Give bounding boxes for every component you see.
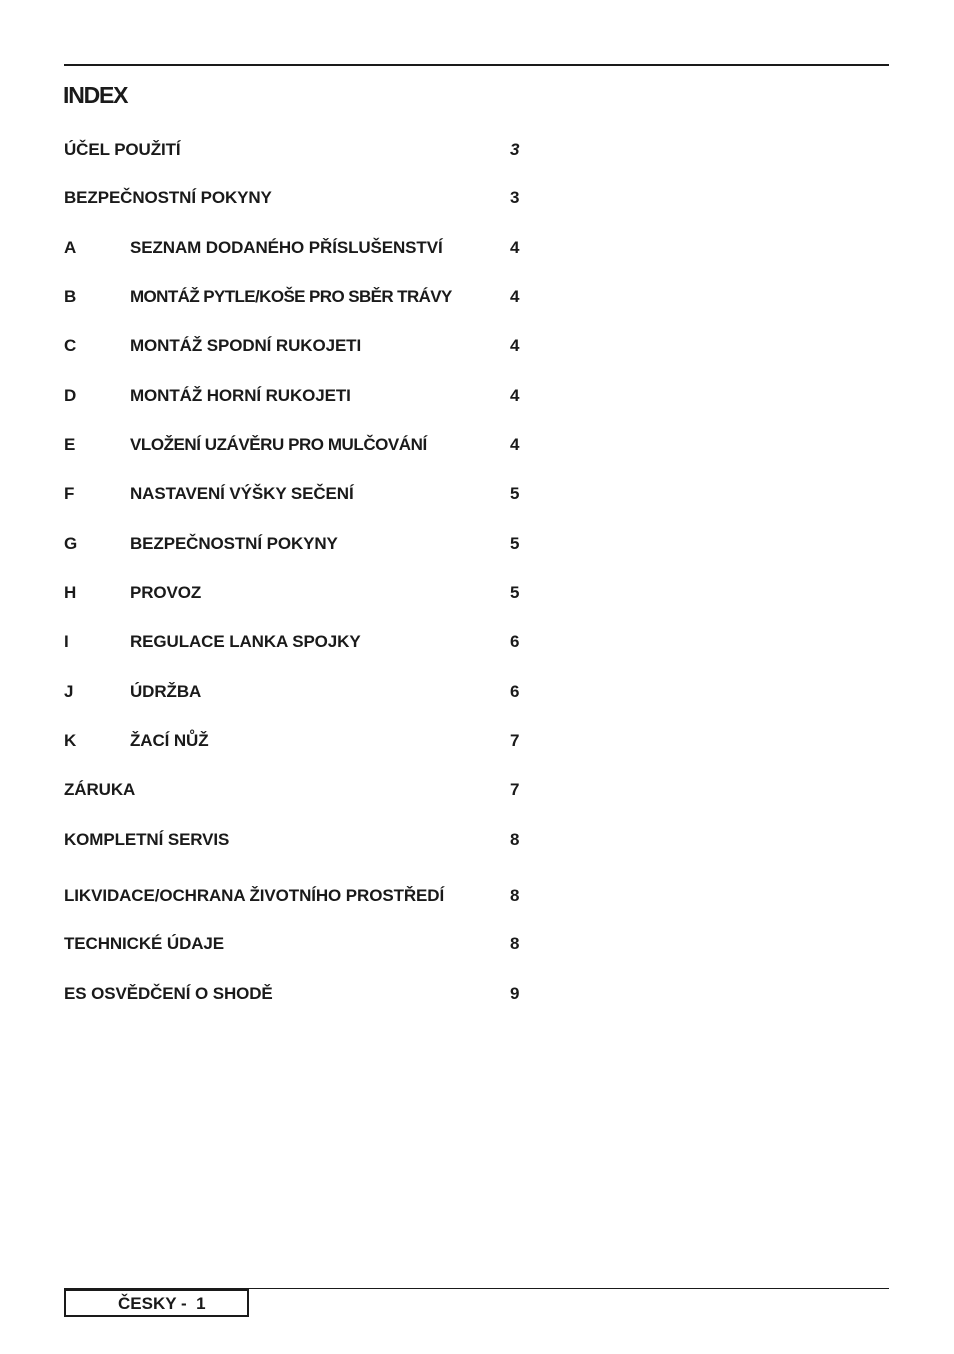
toc-label: TECHNICKÉ ÚDAJE <box>64 934 225 953</box>
toc-page-number: 4 <box>510 386 520 405</box>
page-title: INDEX <box>63 82 128 108</box>
toc-page-number: 4 <box>510 238 520 257</box>
toc-row-kompletni-servis <box>64 828 524 852</box>
toc-page-number: 7 <box>510 731 520 750</box>
toc-section-letter: G <box>64 534 78 553</box>
toc-page-number: 5 <box>510 583 520 602</box>
toc-row-zaruka <box>64 778 524 802</box>
toc-page-number: 6 <box>510 682 520 701</box>
toc-section-letter: C <box>64 336 77 355</box>
toc-label: ÚDRŽBA <box>130 682 202 701</box>
toc-row-d <box>64 384 524 408</box>
toc-page-number: 3 <box>510 140 520 159</box>
toc-label: SEZNAM DODANÉHO PŘÍSLUŠENSTVÍ <box>130 238 443 257</box>
toc-page-number: 4 <box>510 336 520 355</box>
toc-label: ES OSVĚDČENÍ O SHODĚ <box>64 984 273 1003</box>
top-rule <box>64 64 889 66</box>
toc-page-number: 8 <box>510 934 520 953</box>
toc-page-number: 6 <box>510 632 520 651</box>
toc-row-g <box>64 532 524 556</box>
toc-label: ÚČEL POUŽITÍ <box>64 140 181 159</box>
toc-row-b <box>64 285 524 309</box>
toc-section-letter: E <box>64 435 76 454</box>
toc-row-k <box>64 729 524 753</box>
toc-row-es-osvedceni <box>64 982 524 1006</box>
toc-section-letter: J <box>64 682 74 701</box>
toc-label: ŽACÍ NŮŽ <box>130 731 209 750</box>
toc-page-number: 5 <box>510 534 520 553</box>
toc-row-f <box>64 482 524 506</box>
toc-page-number: 4 <box>510 435 520 454</box>
toc-label: MONTÁŽ PYTLE/KOŠE PRO SBĚR TRÁVY <box>130 287 452 306</box>
toc-section-letter: A <box>64 238 77 257</box>
toc-label: PROVOZ <box>130 583 202 602</box>
toc-label: NASTAVENÍ VÝŠKY SEČENÍ <box>130 484 354 503</box>
toc-row-e <box>64 433 524 457</box>
toc-row-h <box>64 581 524 605</box>
toc-label: BEZPEČNOSTNÍ POKYNY <box>130 534 338 553</box>
toc-label: KOMPLETNÍ SERVIS <box>64 830 230 849</box>
toc-page-number: 3 <box>510 188 520 207</box>
toc-row-c <box>64 334 524 358</box>
toc-label: REGULACE LANKA SPOJKY <box>130 632 361 651</box>
toc-label: LIKVIDACE/OCHRANA ŽIVOTNÍHO PROSTŘEDÍ <box>64 886 445 905</box>
toc-section-letter: H <box>64 583 77 602</box>
toc-label: ZÁRUKA <box>64 780 136 799</box>
toc-label: VLOŽENÍ UZÁVĚRU PRO MULČOVÁNÍ <box>130 435 427 454</box>
toc-section-letter: F <box>64 484 75 503</box>
toc-page-number: 8 <box>510 886 520 905</box>
toc-label: BEZPEČNOSTNÍ POKYNY <box>64 188 272 207</box>
toc-row-likvidace <box>64 884 524 908</box>
toc-row-bezpecnostni-pokyny <box>64 186 524 210</box>
footer-page-label: ČESKY - 1 <box>118 1294 206 1313</box>
toc-row-j <box>64 680 524 704</box>
toc-section-letter: K <box>64 731 77 750</box>
toc-page-number: 7 <box>510 780 520 799</box>
toc-label: MONTÁŽ HORNÍ RUKOJETI <box>130 386 351 405</box>
toc-section-letter: B <box>64 287 77 306</box>
toc-page-number: 5 <box>510 484 520 503</box>
toc-row-technicke-udaje <box>64 932 524 956</box>
toc-row-a <box>64 236 524 260</box>
toc-section-letter: I <box>64 632 69 651</box>
toc-section-letter: D <box>64 386 77 405</box>
toc-page-number: 9 <box>510 984 520 1003</box>
footer-page-box <box>64 1289 249 1317</box>
toc-row-i <box>64 630 524 654</box>
toc-page-number: 8 <box>510 830 520 849</box>
toc-row-ucel-pouziti <box>64 138 524 162</box>
toc-page-number: 4 <box>510 287 520 306</box>
toc-label: MONTÁŽ SPODNÍ RUKOJETI <box>130 336 362 355</box>
